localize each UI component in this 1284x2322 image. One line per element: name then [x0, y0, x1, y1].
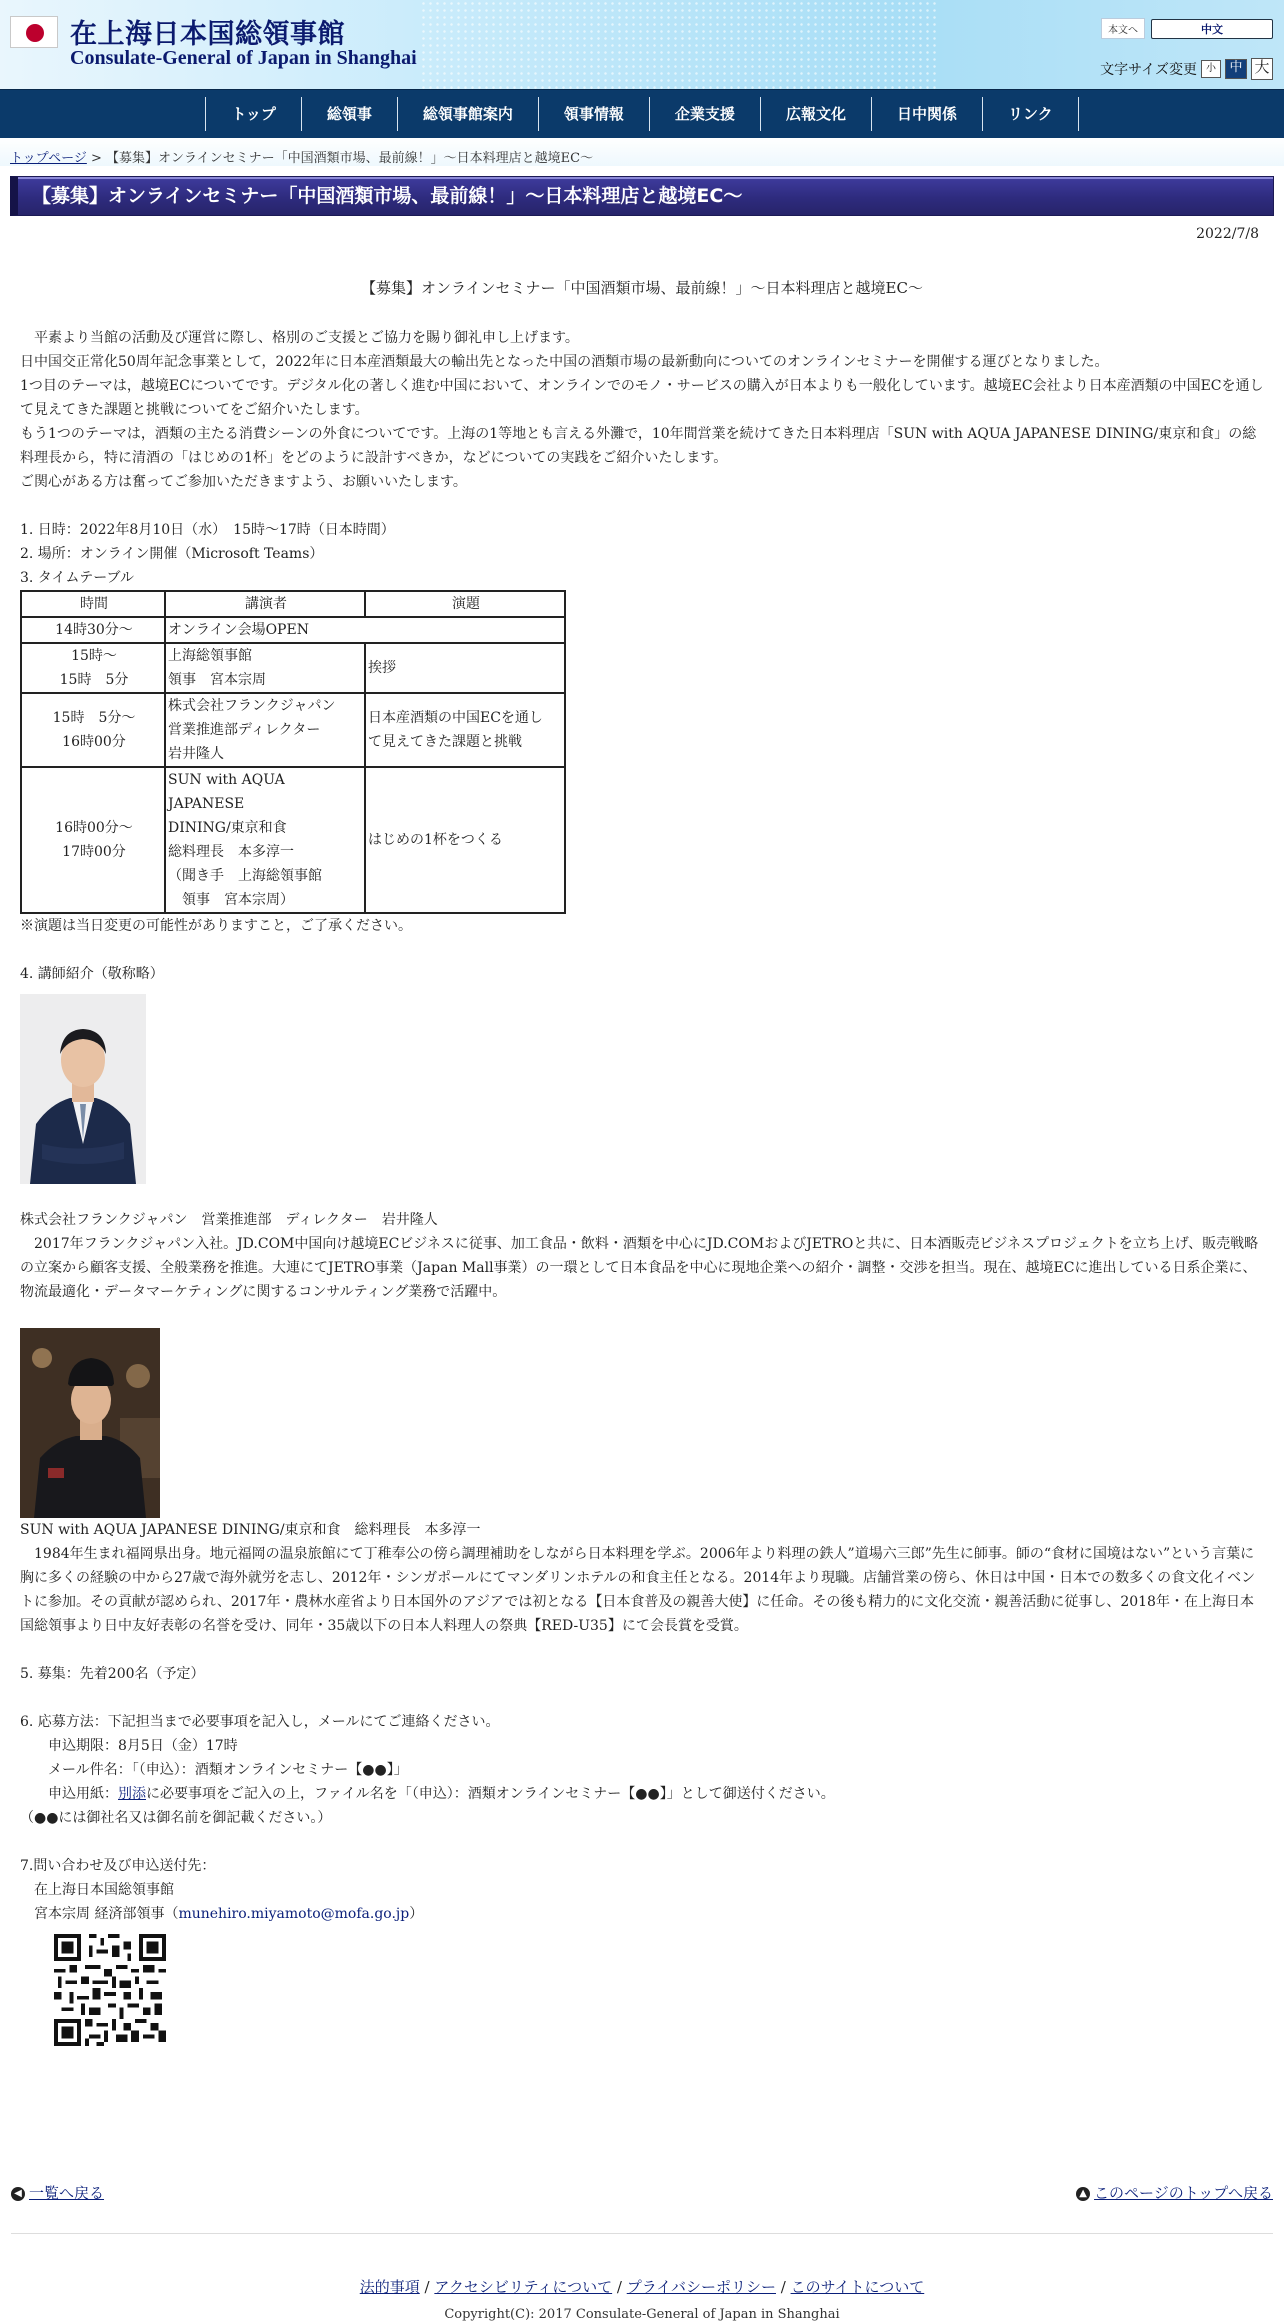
event-datetime: 1. 日時：2022年8月10日（水） 15時～17時（日本時間）	[20, 522, 395, 538]
japan-flag-icon	[10, 16, 58, 48]
back-to-top	[1076, 2182, 1273, 2203]
accessibility-link[interactable]: アクセシビリティについて	[434, 2278, 613, 2296]
speaker-line: 株式会社フランクジャパン	[168, 698, 336, 714]
time-line: 15時 5分～	[52, 710, 136, 726]
contact-organization: 在上海日本国総領事館	[20, 1882, 174, 1898]
chevron-left-icon: ◀	[11, 2187, 25, 2201]
nav-item-links[interactable]: リンク	[982, 97, 1079, 131]
footer-navigation	[0, 2182, 1284, 2203]
back-to-list-link[interactable]: 一覧へ戻る	[29, 2184, 105, 2202]
nav-item-business-support[interactable]: 企業支援	[649, 97, 760, 131]
time-line: 16時00分～	[55, 820, 133, 836]
contact-heading: 7.問い合わせ及び申込送付先：	[20, 1858, 216, 1874]
font-size-small-button[interactable]: 小	[1201, 60, 1221, 78]
table-cell-speaker	[165, 693, 365, 767]
time-line: 15時 5分	[59, 672, 129, 688]
speakers-heading: 4. 講師紹介（敬称略）	[20, 966, 164, 982]
speaker-photo-honda	[20, 1328, 160, 1518]
table-cell-speaker	[165, 643, 365, 693]
table-cell-topic	[365, 693, 565, 767]
site-title-ja[interactable]: 在上海日本国総領事館	[70, 19, 345, 50]
nav-item-japan-china[interactable]: 日中関係	[871, 97, 982, 131]
breadcrumb-separator: >	[86, 151, 107, 166]
nav-item-top[interactable]: トップ	[205, 97, 301, 131]
nav-item-consular-info[interactable]: 領事情報	[538, 97, 649, 131]
contact-name: 宮本宗周 経済部領事（	[20, 1906, 179, 1922]
time-line: 16時00分	[62, 734, 126, 750]
table-cell-time	[21, 767, 165, 913]
intro-paragraph: 平素より当館の活動及び運営に際し、格別のご支援とご協力を賜り御礼申し上げます。	[20, 330, 579, 346]
header-pattern	[420, 0, 940, 89]
form-note: （●●には御社名又は御名前を御記載ください。）	[20, 1810, 332, 1826]
nav-item-consul-general[interactable]: 総領事	[301, 97, 397, 131]
speaker-line: 領事 宮本宗周	[168, 672, 266, 688]
capacity: 5. 募集：先着200名（予定）	[20, 1666, 205, 1682]
intro-paragraph: もう1つのテーマは，酒類の主たる消費シーンの外食についてです。上海の1等地とも言える外灘で，10年間営業を続けてきた日本料理店「SUN with AQUA JAPANESE DINING/東京和食」の総料理長から，特に清酒の「はじめの1杯」をどのように設計すべきか，などについての実践をご紹介いたします。	[20, 426, 1257, 466]
font-size-large-button[interactable]: 大	[1251, 58, 1273, 80]
back-to-list	[11, 2182, 104, 2203]
site-header	[0, 0, 1284, 89]
table-cell-speaker: オンライン会場OPEN	[165, 617, 565, 643]
table-cell-time	[21, 643, 165, 693]
topic-line: て見えてきた課題と挑戦	[368, 734, 522, 750]
publish-date: 2022/7/8	[1196, 226, 1259, 242]
speaker-line: （聞き手 上海総領事館	[168, 868, 322, 884]
time-line: 15時～	[71, 648, 117, 664]
timetable-heading: 3. タイムテーブル	[20, 570, 134, 586]
column-header-time: 時間	[21, 591, 165, 617]
table-cell-topic: はじめの1杯をつくる	[365, 767, 565, 913]
article-title: 【募集】オンラインセミナー「中国酒類市場、最前線！」～日本料理店と越境EC～	[361, 279, 923, 297]
privacy-policy-link[interactable]: プライバシーポリシー	[626, 2278, 776, 2296]
column-header-speaker: 講演者	[165, 591, 365, 617]
speaker-line: DINING/東京和食	[168, 820, 287, 836]
site-title-en[interactable]: Consulate-General of Japan in Shanghai	[70, 47, 417, 69]
intro-paragraph: 日中国交正常化50周年記念事業として，2022年に日本産酒類最大の輸出先となった中国の酒類市場の最新動向についてのオンラインセミナーを開催する運びとなりました。	[20, 354, 1109, 370]
time-line: 17時00分	[62, 844, 126, 860]
table-cell-speaker	[165, 767, 365, 913]
application-form	[20, 1782, 1264, 1806]
speaker-line: 上海総領事館	[168, 648, 252, 664]
form-suffix: に必要事項をご記入の上，ファイル名を「（申込）：酒類オンラインセミナー【●●】」として御送付ください。	[146, 1786, 835, 1802]
event-location: 2. 場所：オンライン開催（Microsoft Teams）	[20, 546, 324, 562]
table-row	[21, 617, 565, 643]
table-row	[21, 693, 565, 767]
table-note: ※演題は当日変更の可能性がありますこと，ご了承ください。	[20, 918, 412, 934]
main-nav	[0, 89, 1284, 138]
table-cell-time: 14時30分～	[21, 617, 165, 643]
speaker-line: 営業推進部ディレクター	[168, 722, 321, 738]
nav-item-consulate-guide[interactable]: 総領事館案内	[397, 97, 538, 131]
copyright: Copyright(C): 2017 Consulate-General of Japan in Shanghai	[444, 2307, 840, 2322]
breadcrumb-home-link[interactable]: トップページ	[10, 151, 87, 166]
application-method: 6. 応募方法：下記担当まで必要事項を記入し，メールにてご連絡ください。	[20, 1714, 500, 1730]
topic-line: 日本産酒類の中国ECを通し	[368, 710, 543, 726]
speaker-bio: 1984年生まれ福岡県出身。地元福岡の温泉旅館にて丁稚奉公の傍ら調理補助をしながら日本料理を学ぶ。2006年より料理の鉄人”道場六三郎”先生に師事。師の“食材に国境はない”という言葉に胸に多くの経験の中から27歳で海外就労を志し、2012年・シンガポールにてマンダリンホテルの和食主任となる。2014年より現職。店舗営業の傍ら、休日は中国・日本での数多くの食文化イベントに参加。その貢献が認められ、2017年・農林水産省より日本国外のアジアでは初となる【日本食普及の親善大使】に任命。その後も精力的に文化交流・親善活動に従事し、2018年・在上海日本国総領事より日中友好表彰の名誉を受け、同年・35歳以下の日本人料理人の祭典【RED-U35】にて会長賞を受賞。	[20, 1546, 1256, 1634]
language-switcher	[1101, 18, 1273, 39]
about-site-link[interactable]: このサイトについて	[790, 2278, 925, 2296]
intro-paragraph: 1つ目のテーマは，越境ECについてです。デジタル化の著しく進む中国において、オンラインでのモノ・サービスの購入が日本よりも一般化しています。越境EC会社より日本産酒類の中国ECを通して見えてきた課題と挑戦についてをご紹介いたします。	[20, 378, 1264, 418]
speaker-bio: 2017年フランクジャパン入社。JD.COM中国向け越境ECビジネスに従事、加工食品・飲料・酒類を中心にJD.COMおよびJETROと共に、日本酒販売ビジネスプロジェクトを立ち上げ、販売戦略の立案から顧客支援、全般業務を推進。大連にてJETRO事業（Japan Mall事業）の一環として日本食品を中心に現地企業への紹介・調整・交渉を担当。現在、越境ECに進出している日系企業に、物流最適化・データマーケティングに関するコンサルティング業務で活躍中。	[20, 1236, 1259, 1300]
speaker-line: 総料理長 本多淳一	[168, 844, 294, 860]
contact-person	[20, 1902, 1264, 1926]
form-prefix: 申込用紙：	[20, 1786, 118, 1802]
attachment-link[interactable]: 別添	[118, 1786, 146, 1802]
chevron-up-icon: ▲	[1076, 2187, 1090, 2201]
article-body	[0, 276, 1284, 2054]
timetable	[20, 590, 566, 914]
wechat-qr-code-icon	[54, 1934, 166, 2046]
contact-close: ）	[409, 1906, 424, 1922]
contact-email[interactable]: munehiro.miyamoto@mofa.go.jp	[178, 1906, 410, 1922]
speaker-name: 株式会社フランクジャパン 営業推進部 ディレクター 岩井隆人	[20, 1212, 438, 1228]
font-size-switcher	[1100, 58, 1273, 80]
application-deadline: 申込期限：8月5日（金）17時	[20, 1738, 238, 1754]
mail-subject: メール件名：「（申込）：酒類オンラインセミナー【●●】」	[20, 1762, 408, 1778]
footer-links: 法的事項 / アクセシビリティについて / プライバシーポリシー / このサイトについて	[359, 2278, 925, 2296]
table-cell-time	[21, 693, 165, 767]
back-to-top-link[interactable]: このページのトップへ戻る	[1094, 2184, 1273, 2202]
breadcrumb	[0, 138, 1284, 166]
legal-link[interactable]: 法的事項	[359, 2278, 420, 2296]
speaker-photo-iwai	[20, 994, 146, 1184]
skip-to-content-link[interactable]: 本文へ	[1101, 18, 1145, 39]
breadcrumb-current: 【募集】オンラインセミナー「中国酒類市場、最前線！」～日本料理店と越境EC～	[106, 151, 594, 166]
page-title: 【募集】オンラインセミナー「中国酒類市場、最前線！」～日本料理店と越境EC～	[10, 176, 1274, 216]
speaker-name: SUN with AQUA JAPANESE DINING/東京和食 総料理長 本多淳一	[20, 1522, 481, 1538]
footer-divider	[11, 2233, 1273, 2234]
speaker-line: 岩井隆人	[168, 746, 224, 762]
speaker-line: 領事 宮本宗周）	[168, 892, 294, 908]
font-size-label: 文字サイズ変更	[1100, 62, 1197, 78]
table-cell-topic: 挨拶	[365, 643, 565, 693]
column-header-topic: 演題	[365, 591, 565, 617]
nav-item-culture[interactable]: 広報文化	[760, 97, 871, 131]
table-header-row	[21, 591, 565, 617]
speaker-line: SUN with AQUA JAPANESE	[168, 772, 285, 812]
font-size-medium-button[interactable]: 中	[1225, 59, 1247, 79]
table-row	[21, 767, 565, 913]
chinese-language-button[interactable]: 中文	[1151, 19, 1273, 39]
intro-paragraph: ご関心がある方は奮ってご参加いただきますよう、お願いいたします。	[20, 474, 467, 490]
table-row	[21, 643, 565, 693]
